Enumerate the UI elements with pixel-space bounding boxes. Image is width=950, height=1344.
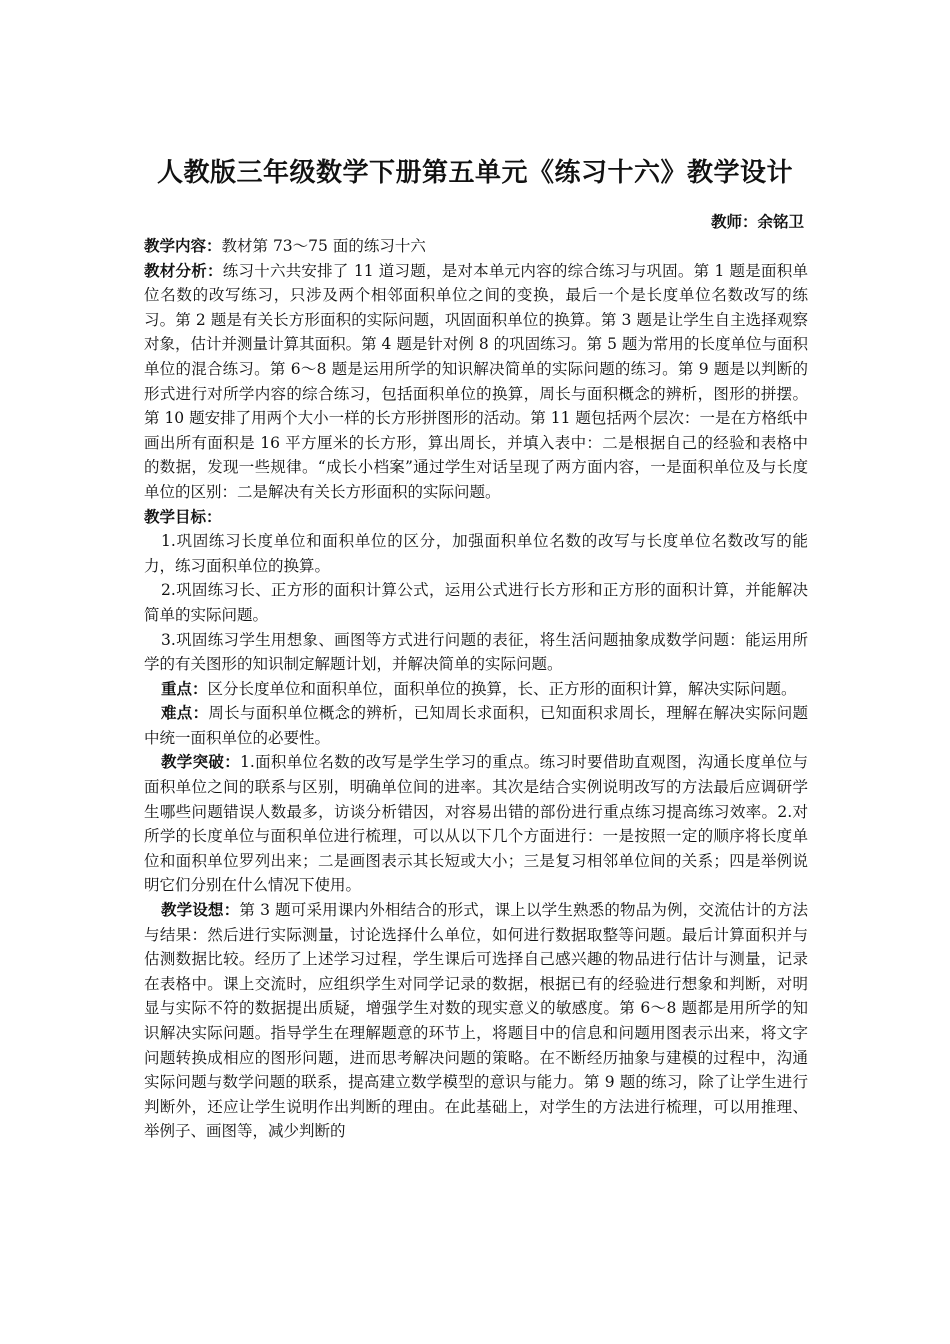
difficulty-paragraph (144, 701, 808, 750)
teaching-content-paragraph (144, 234, 808, 259)
teaching-goal-1: 1.巩固练习长度单位和面积单位的区分，加强面积单位名数的改写与长度单位名数改写的能力，练习面积单位的换算。 (144, 532, 808, 575)
breakthrough-paragraph (144, 750, 808, 898)
breakthrough-text: 1.面积单位名数的改写是学生学习的重点。练习时要借助直观图，沟通长度单位与面积单位之间的联系与区别，明确单位间的进率。其次是结合实例说明改写的方法最后应调研学生哪些问题错误人数最多，访谈分析错因，对容易出错的部份进行重点练习提高练习效率。2.对所学的长度单位与面积单位进行梳理，可以从以下几个方面进行：一是按照一定的顺序将长度单位和面积单位罗列出来；二是画图表示其长短或大小；三是复习相邻单位间的关系；四是举例说明它们分别在什么情况下使用。 (144, 753, 808, 895)
page-title: 人教版三年级数学下册第五单元《练习十六》教学设计 (156, 158, 793, 188)
teaching-goals-heading: 教学目标： (144, 506, 222, 526)
material-analysis-paragraph (144, 259, 808, 505)
document-body (144, 234, 808, 1144)
key-point-paragraph (144, 677, 808, 702)
material-analysis-label: 教材分析： (144, 260, 223, 280)
teaching-design-label: 教学设想： (161, 900, 240, 920)
difficulty-label: 难点： (161, 703, 209, 723)
teaching-content-label: 教学内容： (144, 236, 222, 255)
teaching-design-paragraph (144, 898, 808, 1144)
key-point-label: 重点： (161, 678, 208, 698)
difficulty-text: 周长与面积单位概念的辨析，已知周长求面积，已知面积求周长，理解在解决实际问题中统一面积单位的必要性。 (144, 704, 808, 747)
teaching-goal-3: 3.巩固练习学生用想象、画图等方式进行问题的表征，将生活问题抽象成数学问题：能运用所学的有关图形的知识制定解题计划，并解决简单的实际问题。 (144, 630, 808, 674)
material-analysis-text: 练习十六共安排了 11 道习题，是对本单元内容的综合练习与巩固。第 1 题是面积单位名数的改写练习，只涉及两个相邻面积单位之间的变换，最后一个是长度单位名数改写的练习。第 2 题是有关长方形面积的实际问题，巩固面积单位的换算。第 3 题是让学生自主选择观察对象，估计并测量计算其面积。第 4 题是针对例 8 的巩固练习。第 5 题为常用的长度单位与面积单位的混合练习。第 6～8 题是运用所学的知识解决简单的实际问题的练习。第 9 题是以判断的形式进行对所学内容的综合练习，包括面积单位的换算，周长与面积概念的辨析，图形的拼摆。第 10 题安排了用两个大小一样的长方形拼图形的活动。第 11 题包括两个层次：一是在方格纸中画出所有面积是 16 平方厘米的长方形，算出周长，并填入表中：二是根据自己的经验和表格中的数据，发现一些规律。“成长小档案”通过学生对话呈现了两方面内容，一是面积单位及与长度单位的区别：二是解决有关长方形面积的实际问题。 (144, 261, 808, 501)
breakthrough-label: 教学突破： (161, 752, 241, 772)
key-point-text: 区分长度单位和面积单位，面积单位的换算，长、正方形的面积计算，解决实际问题。 (207, 679, 797, 698)
teaching-design-text: 第 3 题可采用课内外相结合的形式，课上以学生熟悉的物品为例，交流估计的方法与结果：然后进行实际测量，讨论选择什么单位，如何进行数据取整等问题。最后计算面积并与估测数据比较。经历了上述学习过程，学生课后可选择自己感兴趣的物品进行估计与测量，记录在表格中。课上交流时，应组织学生对同学记录的数据，根据已有的经验进行想象和判断，对明显与实际不符的数据提出质疑，增强学生对数的现实意义的敏感度。第 6～8 题都是用所学的知识解决实际问题。指导学生在理解题意的环节上，将题目中的信息和问题用图表示出来，将文字问题转换成相应的图形问题，进而思考解决问题的策略。在不断经历抽象与建模的过程中，沟通实际问题与数学问题的联系，提高建立数学模型的意识与能力。第 9 题的练习，除了让学生进行判断外，还应让学生说明作出判断的理由。在此基础上，对学生的方法进行梳理，可以用推理、举例子、画图等，减少判断的 (144, 901, 808, 1141)
teaching-content-text: 教材第 73～75 面的练习十六 (221, 237, 426, 255)
teaching-goal-2: 2.巩固练习长、正方形的面积计算公式，运用公式进行长方形和正方形的面积计算，并能解决简单的实际问题。 (144, 581, 808, 624)
teacher-name: 教师：余铭卫 (710, 212, 804, 231)
